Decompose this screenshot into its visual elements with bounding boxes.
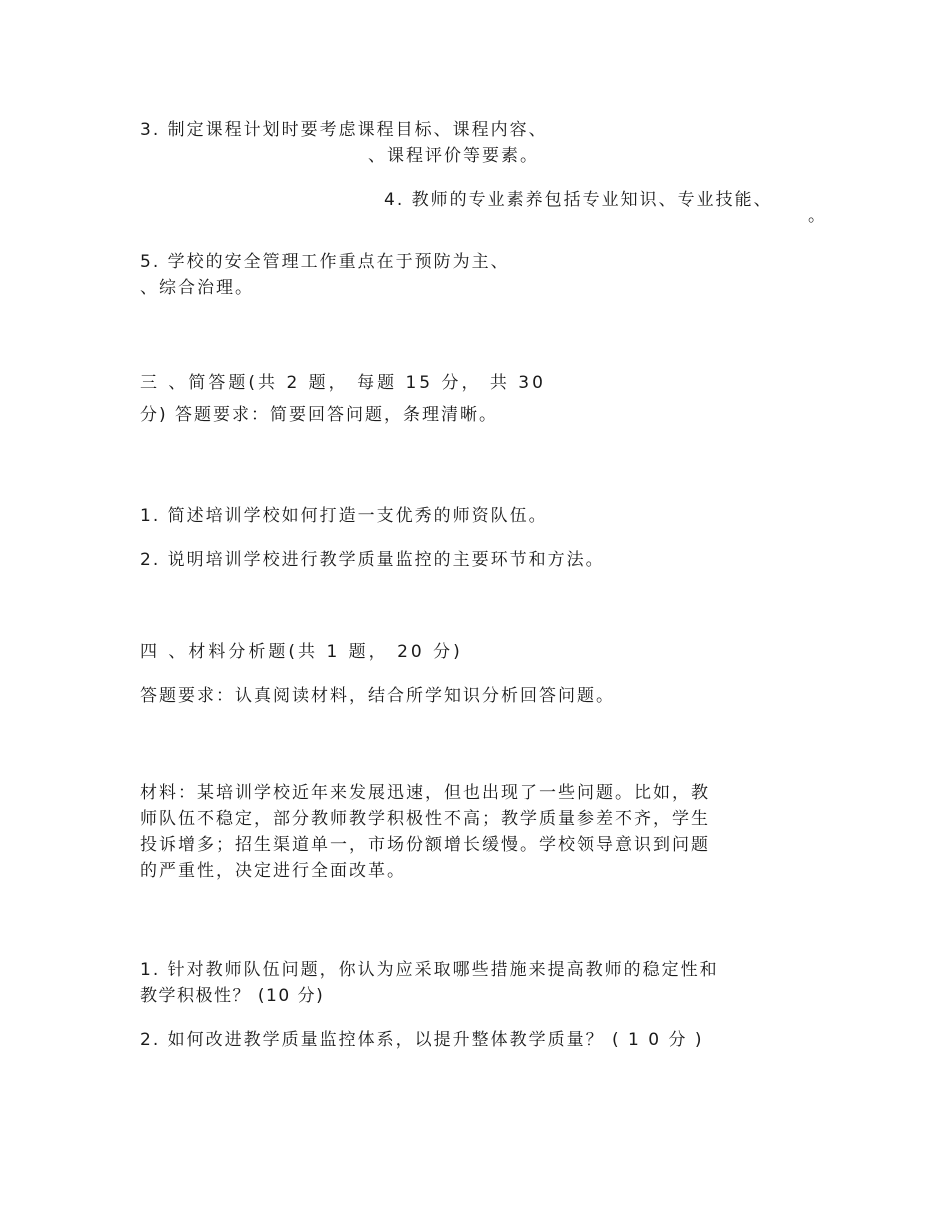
q4-line1: 4. 教师的专业素养包括专业知识、专业技能、 (384, 190, 773, 210)
section3-title-line1: 三 、简答题(共 2 题， 每题 15 分， 共 30 (140, 373, 546, 393)
section3-title-line2: 分) 答题要求：简要回答问题，条理清晰。 (140, 405, 499, 425)
section4-title: 四 、材料分析题(共 1 题， 20 分) (140, 642, 463, 662)
q3-line1: 3. 制定课程计划时要考虑课程目标、课程内容、 (140, 120, 548, 140)
section4-question-1-line2: 教学积极性？ (10 分) (140, 986, 325, 1006)
material-line-4: 的严重性，决定进行全面改革。 (140, 861, 406, 881)
material-line-1: 材料：某培训学校近年来发展迅速，但也出现了一些问题。比如，教 (140, 783, 710, 803)
section4-question-2: 2. 如何改进教学质量监控体系，以提升整体教学质量？ ( 1 0 分 ) (140, 1030, 704, 1050)
section3-question-2: 2. 说明培训学校进行教学质量监控的主要环节和方法。 (140, 550, 605, 570)
q5-line1: 5. 学校的安全管理工作重点在于预防为主、 (140, 252, 510, 272)
material-line-2: 师队伍不稳定，部分教师教学积极性不高；教学质量参差不齐，学生 (140, 809, 710, 829)
q4-line2: 。 (808, 206, 827, 226)
material-line-3: 投诉增多；招生渠道单一，市场份额增长缓慢。学校领导意识到问题 (140, 835, 710, 855)
section3-question-1: 1. 简述培训学校如何打造一支优秀的师资队伍。 (140, 506, 548, 526)
section4-question-1-line1: 1. 针对教师队伍问题，你认为应采取哪些措施来提高教师的稳定性和 (140, 960, 719, 980)
section4-requirement: 答题要求：认真阅读材料，结合所学知识分析回答问题。 (140, 686, 615, 706)
q5-line2: 、综合治理。 (140, 278, 254, 298)
q3-line2: 、课程评价等要素。 (368, 146, 539, 166)
